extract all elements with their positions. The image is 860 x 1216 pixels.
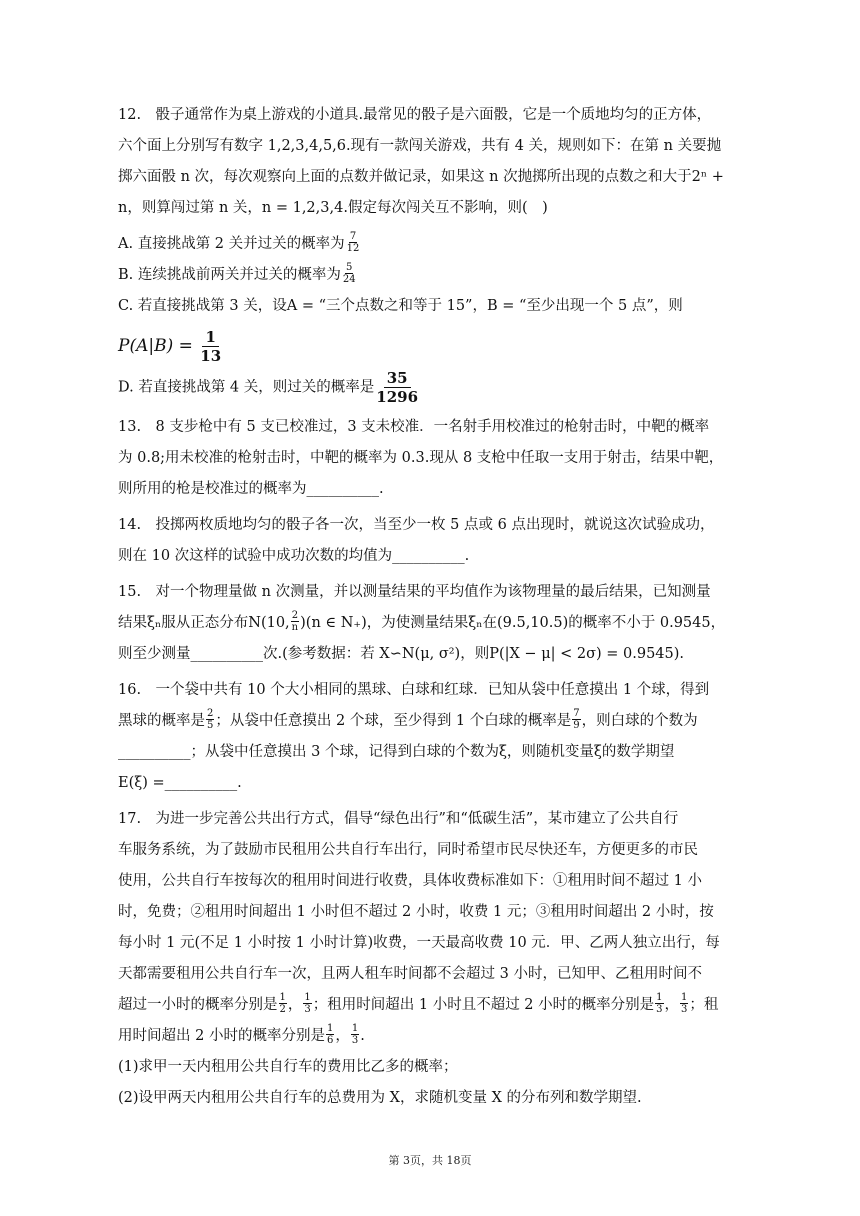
q16-line-3: __________；从袋中任意摸出 3 个球，记得到白球的个数为ξ，则随机变量ξ的数学期望: [118, 744, 675, 760]
q16-line-2c: ，则白球的个数为: [581, 713, 698, 729]
q17-line-8b: .: [360, 1028, 365, 1044]
question-15: [118, 577, 766, 670]
question-12: [118, 100, 766, 224]
q14-line-1: 14. 投掷两枚质地均匀的骰子各一次，当至少一枚 5 点或 6 点出现时，就说这次试验成功，: [118, 517, 715, 533]
fraction-denominator: 3: [656, 1003, 663, 1015]
q17-fraction-6: [351, 1023, 359, 1046]
fraction-numerator: 7: [573, 707, 580, 719]
fraction-denominator: 24: [342, 273, 356, 285]
fraction-denominator: n: [291, 621, 299, 633]
fraction-denominator: 13: [200, 347, 222, 365]
q17-fraction-4: [680, 992, 688, 1015]
fraction-numerator: 1: [656, 991, 663, 1003]
fraction-denominator: 1296: [376, 388, 419, 406]
q17-sub-question-2: (2)设甲两天内租用公共自行车的总费用为 X，求随机变量 X 的分布列和数学期望.: [118, 1090, 642, 1106]
q17-fraction-2: [303, 992, 311, 1015]
fraction-numerator: 5: [346, 261, 353, 273]
question-13: [118, 412, 766, 505]
fraction-numerator: 2: [291, 609, 299, 621]
q17-line-8a: 用时间超出 2 小时的概率分别是: [118, 1028, 325, 1044]
q17-sub-question-1: (1)求甲一天内租用公共自行车的费用比乙多的概率；: [118, 1059, 458, 1075]
q17-fraction-1: [279, 992, 287, 1015]
q12-line-2: 六个面上分别写有数字 1,2,3,4,5,6.现有一款闯关游戏，共有 4 关，规则如下：在第 n 关要抛: [118, 138, 722, 154]
q17-line-8: [118, 1021, 766, 1052]
option-b-fraction: [342, 262, 357, 285]
option-a-fraction: [346, 231, 361, 254]
separator: ，: [335, 1028, 350, 1044]
q15-line-2b: )(n ∈ N₊)，为使测量结果ξₙ在(9.5,10.5)的概率不小于 0.9545，: [300, 615, 726, 631]
q17-line-4: 时，免费；②租用时间超出 1 小时但不超过 2 小时，收费 1 元；③租用时间超出 2 小时，按: [118, 904, 714, 920]
option-a-text: A. 直接挑战第 2 关并过关的概率为: [118, 236, 345, 252]
q17-line-7: [118, 990, 766, 1021]
option-c-fraction: [199, 328, 222, 365]
q16-fraction-black: [206, 708, 214, 731]
q17-line-1: 17. 为进一步完善公共出行方式，倡导“绿色出行”和“低碳生活”，某市建立了公共自行: [118, 811, 679, 827]
option-c-text: C. 若直接挑战第 3 关，设A = “三个点数之和等于 15”，B = “至少出现一个 5 点”，则: [118, 298, 683, 314]
fraction-denominator: 12: [346, 242, 360, 254]
fraction-numerator: 1: [326, 1022, 334, 1034]
q17-fraction-5: [326, 1023, 334, 1046]
q14-line-2: 则在 10 次这样的试验中成功次数的均值为__________.: [118, 548, 470, 564]
fraction-numerator: 1: [202, 328, 218, 347]
q17-line-3: 使用，公共自行车按每次的租用时间进行收费，具体收费标准如下：①租用时间不超过 1 小: [118, 873, 702, 889]
q13-line-2: 为 0.8;用未校准的枪射击时，中靶的概率为 0.3.现从 8 支枪中任取一支用于射击，结果中靶，: [118, 450, 724, 466]
fraction-numerator: 1: [681, 991, 688, 1003]
q13-line-1: 13. 8 支步枪中有 5 支已校准过，3 支未校准．一名射手用校准过的枪射击时，中靶的概率: [118, 419, 710, 435]
question-16: [118, 675, 766, 799]
fraction-denominator: 6: [326, 1034, 334, 1046]
q12-option-d: [118, 369, 766, 406]
fraction-numerator: 35: [384, 369, 411, 388]
q15-line-2: [118, 608, 766, 639]
q15-line-3: 则至少测量__________次.(参考数据：若 X∽N(μ, σ²)，则P(|X − μ| < 2σ) = 0.9545).: [118, 646, 685, 662]
q15-line-2a: 结果ξₙ服从正态分布N(10,: [118, 615, 290, 631]
q17-fraction-3: [655, 992, 663, 1015]
fraction-numerator: 7: [349, 230, 357, 242]
fraction-numerator: 1: [304, 991, 311, 1003]
q12-option-a: [118, 229, 766, 260]
fraction-denominator: 3: [681, 1003, 688, 1015]
q17-line-6: 天都需要租用公共自行车一次，且两人租车时间都不会超过 3 小时，已知甲、乙租用时间不: [118, 966, 702, 982]
q12-option-b: [118, 260, 766, 291]
q12-line-4: n，则算闯过第 n 关，n = 1,2,3,4.假定每次闯关互不影响，则( ): [118, 200, 548, 216]
option-d-fraction: [375, 369, 419, 406]
option-d-text: D. 若直接挑战第 4 关，则过关的概率是: [118, 379, 375, 396]
q12-option-c: [118, 291, 766, 365]
page-footer: 第 3页，共 18页: [388, 1154, 472, 1167]
document-content: [118, 100, 766, 1114]
q17-line-2: 车服务系统，为了鼓励市民租用公共自行车出行，同时希望市民尽快还车，方便更多的市民: [118, 842, 698, 858]
q17-line-7b: ；租用时间超出 1 小时且不超过 2 小时的概率分别是: [312, 997, 655, 1013]
conditional-probability: P(A|B) =: [118, 336, 193, 356]
fraction-denominator: 3: [304, 1003, 311, 1015]
q16-line-2a: 黑球的概率是: [118, 713, 205, 729]
q16-line-1: 16. 一个袋中共有 10 个大小相同的黑球、白球和红球．已知从袋中任意摸出 1 个球，得到: [118, 682, 710, 698]
q17-line-7c: ；租: [689, 997, 719, 1013]
fraction-denominator: 2: [279, 1003, 286, 1015]
q12-line-1: 12. 骰子通常作为桌上游戏的小道具.最常见的骰子是六面骰，它是一个质地均匀的正方体，: [118, 107, 712, 123]
option-c-formula: [118, 328, 766, 365]
separator: ，: [664, 997, 680, 1013]
q12-line-3: 掷六面骰 n 次，每次观察向上面的点数并做记录，如果这 n 次抛掷所出现的点数之和大于2ⁿ +: [118, 169, 724, 185]
q17-line-7a: 超过一小时的概率分别是: [118, 997, 278, 1013]
q13-line-3: 则所用的枪是校准过的概率为__________.: [118, 481, 384, 497]
q15-fraction: [291, 610, 299, 633]
fraction-numerator: 1: [351, 1022, 359, 1034]
q16-fraction-white: [572, 708, 580, 731]
fraction-denominator: 9: [573, 719, 580, 731]
fraction-numerator: 2: [207, 707, 214, 719]
separator: ，: [287, 997, 303, 1013]
fraction-numerator: 1: [279, 991, 286, 1003]
q17-line-5: 每小时 1 元(不足 1 小时按 1 小时计算)收费，一天最高收费 10 元．甲、乙两人独立出行，每: [118, 935, 720, 951]
option-b-text: B. 连续挑战前两关并过关的概率为: [118, 267, 341, 283]
question-17: [118, 804, 766, 1114]
q16-line-4: E(ξ) =__________.: [118, 775, 242, 791]
q15-line-1: 15. 对一个物理量做 n 次测量，并以测量结果的平均值作为该物理量的最后结果，已知测量: [118, 584, 711, 600]
q16-line-2: [118, 706, 766, 737]
question-14: [118, 510, 766, 572]
q16-line-2b: ；从袋中任意摸出 2 个球，至少得到 1 个白球的概率是: [215, 713, 572, 729]
fraction-denominator: 5: [207, 719, 214, 731]
fraction-denominator: 3: [351, 1034, 359, 1046]
